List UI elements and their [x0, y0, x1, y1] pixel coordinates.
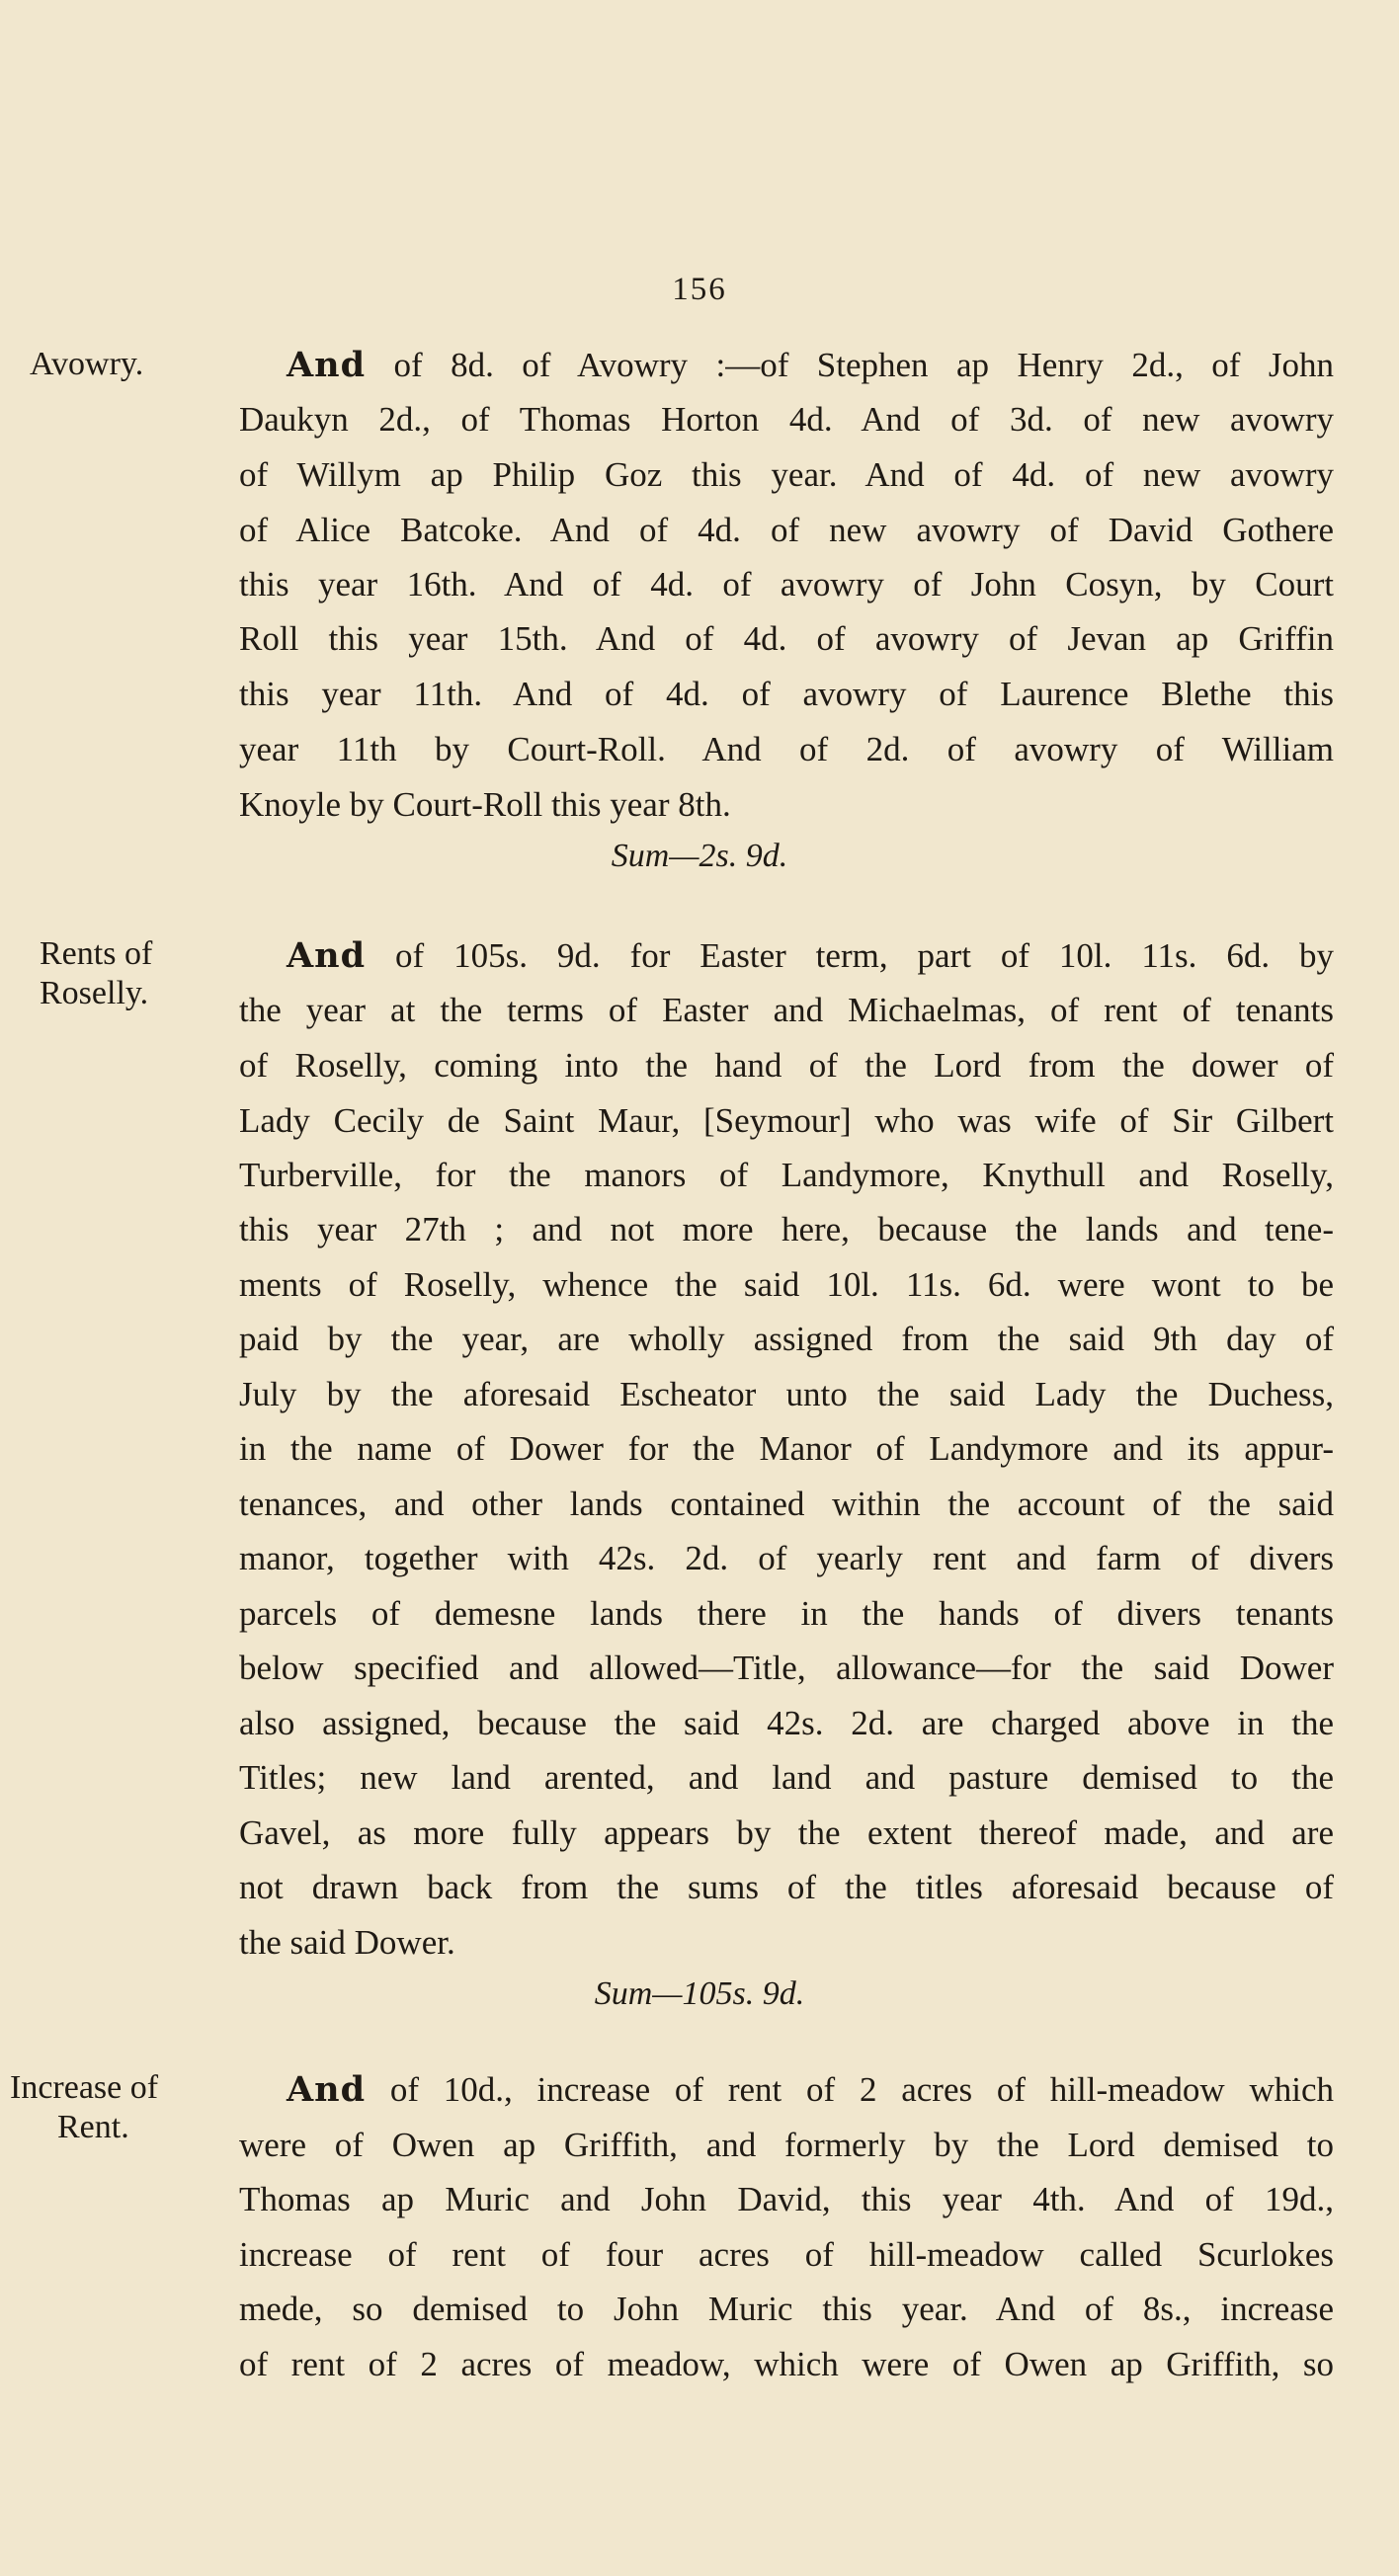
text-line: Knoyle by Court-Roll this year 8th.	[239, 785, 731, 824]
text-line: were of Owen ap Griffith, and formerly by the Lord demised to	[239, 2126, 1334, 2164]
text-line: ments of Roselly, whence the said 10l. 11s. 6d. were wont to be	[239, 1265, 1334, 1304]
text-line: the year at the terms of Easter and Michaelmas, of rent of tenants	[239, 991, 1334, 1029]
section-sum: Sum—105s. 9d.	[594, 1975, 805, 2012]
text-line: increase of rent of four acres of hill-meadow called Scurlokes	[239, 2235, 1334, 2274]
text-line: tenances, and other lands contained within the account of the said	[239, 1485, 1334, 1523]
text-line: Turberville, for the manors of Landymore, Knythull and Roselly,	[239, 1156, 1334, 1194]
text-line: of Roselly, coming into the hand of the Lord from the dower of	[239, 1046, 1334, 1085]
text-line: Roll this year 15th. And of 4d. of avowry of Jevan ap Griffin	[239, 619, 1334, 658]
page-number: 156	[672, 272, 727, 307]
margin-note: Avowry.	[30, 346, 144, 382]
text-line: Gavel, as more fully appears by the extent thereof made, and are	[239, 1813, 1334, 1852]
text-line: this year 11th. And of 4d. of avowry of Laurence Blethe this	[239, 675, 1334, 713]
text-line: of rent of 2 acres of meadow, which were of Owen ap Griffith, so	[239, 2345, 1334, 2383]
section-sum: Sum—2s. 9d.	[611, 838, 788, 874]
text-line: Daukyn 2d., of Thomas Horton 4d. And of 3d. of new avowry	[239, 400, 1334, 439]
text-line: Titles; new land arented, and land and pasture demised to the	[239, 1758, 1334, 1797]
text-line: below specified and allowed—Title, allowance—for the said Dower	[239, 1649, 1334, 1687]
drop-word: And	[287, 935, 367, 976]
text-line: in the name of Dower for the Manor of Landymore and its appur-	[239, 1429, 1334, 1468]
text-line: the said Dower.	[239, 1923, 455, 1962]
drop-word: And	[287, 2069, 367, 2110]
drop-word: And	[287, 345, 367, 385]
text-line: year 11th by Court-Roll. And of 2d. of avowry of William	[239, 730, 1334, 768]
margin-note: Increase of	[10, 2069, 159, 2106]
text-line: also assigned, because the said 42s. 2d. are charged above in the	[239, 1704, 1334, 1742]
text-line: not drawn back from the sums of the titles aforesaid because of	[239, 1868, 1334, 1906]
margin-note: Roselly.	[40, 975, 149, 1011]
text-line: of Willym ap Philip Goz this year. And of 4d. of new avowry	[239, 455, 1334, 494]
text-line: mede, so demised to John Muric this year. And of 8s., increase	[239, 2290, 1334, 2328]
text-line: Thomas ap Muric and John David, this year 4th. And of 19d.,	[239, 2180, 1334, 2218]
text-line: Lady Cecily de Saint Maur, [Seymour] who was wife of Sir Gilbert	[239, 1101, 1334, 1140]
text-line: And of 8d. of Avowry :—of Stephen ap Henry 2d., of John	[287, 345, 1335, 385]
text-line: parcels of demesne lands there in the hands of divers tenants	[239, 1594, 1334, 1633]
text-line: paid by the year, are wholly assigned from the said 9th day of	[239, 1320, 1334, 1358]
text-line: this year 16th. And of 4d. of avowry of John Cosyn, by Court	[239, 565, 1334, 604]
text-line: And of 10d., increase of rent of 2 acres of hill-meadow which	[287, 2069, 1334, 2110]
text-line: of Alice Batcoke. And of 4d. of new avowry of David Gothere	[239, 511, 1334, 549]
margin-note: Rent.	[57, 2109, 129, 2145]
text-line: July by the aforesaid Escheator unto the said Lady the Duchess,	[239, 1375, 1334, 1413]
text-line: this year 27th ; and not more here, because the lands and tene-	[239, 1210, 1334, 1248]
text-line: manor, together with 42s. 2d. of yearly rent and farm of divers	[239, 1539, 1334, 1577]
text-line: And of 105s. 9d. for Easter term, part of 10l. 11s. 6d. by	[287, 935, 1335, 976]
margin-note: Rents of	[40, 935, 153, 972]
